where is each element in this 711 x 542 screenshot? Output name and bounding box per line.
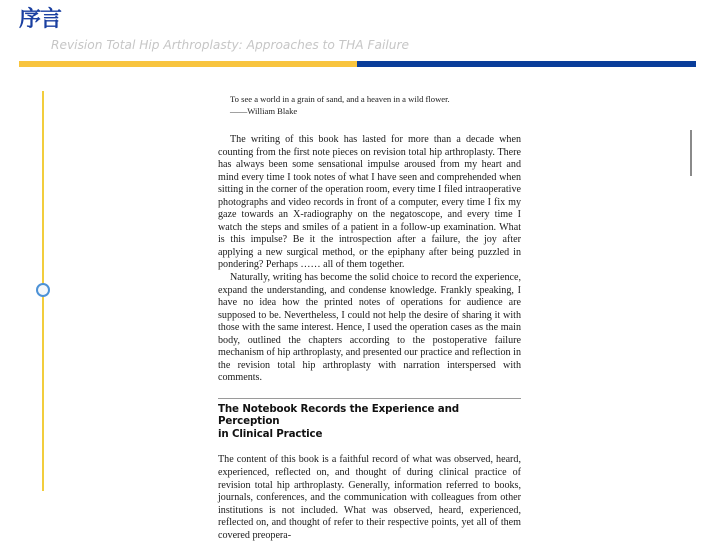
section-heading	[218, 403, 521, 441]
paragraph: The writing of this book has lasted for more than a decade when counting from the first note pieces on revision total hip arthroplasty. There has always been some sensational impulse aroused from my heart and mind every time I took notes of what I have seen and comprehended when sitting in the corner of the operation room, every time I filed intraoperative photographs and video records in front of a computer, every time I fix my gaze towards an X-radiography on the negatoscope, and every time I watch the steps and smiles of a patient in a follow-up examination. What is this impulse? Be it the introspection after a failure, the joy after applying a new surgical method, or the epiphany after being puzzled in pondering? Perhaps …… all of them together.	[218, 134, 521, 271]
epigraph	[230, 94, 521, 117]
paragraph: Naturally, writing has become the solid choice to record the experience, expand the understanding, and condense knowledge. Frankly speaking, I have no idea how the printed notes of operations for audience are supposed to be. Nevertheless, I could not help the desire of sharing it with those with the same interest. Hence, I used the operation cases as the main body, outlined the chapters according to the postoperative failure mechanism of hip arthroplasty, and presented our practice and reflection in the revision total hip arthroplasty with narration interspersed with comments.	[218, 272, 521, 384]
header-divider-yellow	[19, 61, 357, 67]
document-page	[218, 94, 521, 542]
header-divider-blue	[357, 61, 696, 67]
section-rule	[218, 398, 521, 399]
page-title: 序言	[19, 7, 62, 32]
epigraph-quote: To see a world in a grain of sand, and a heaven in a wild flower.	[230, 94, 450, 104]
scrollbar-thumb[interactable]	[690, 130, 692, 176]
section-heading-line: The Notebook Records the Experience and Perception	[218, 402, 459, 428]
epigraph-author: ——William Blake	[230, 105, 298, 116]
timeline-node[interactable]	[36, 283, 50, 297]
section-heading-line: in Clinical Practice	[218, 427, 323, 440]
book-subtitle: Revision Total Hip Arthroplasty: Approaches to THA Failure	[51, 38, 409, 52]
section-paragraph: The content of this book is a faithful record of what was observed, heard, experienced, reflected on, and thought of during clinical practice of revision total hip arthroplasty. Generally, information referred to books, journals, conferences, and the communication with colleagues from other institutions is not included. What was observed, heard, experienced, reflected on, and thought of refer to their respective points, yet all of them covered preopera-	[218, 454, 521, 541]
